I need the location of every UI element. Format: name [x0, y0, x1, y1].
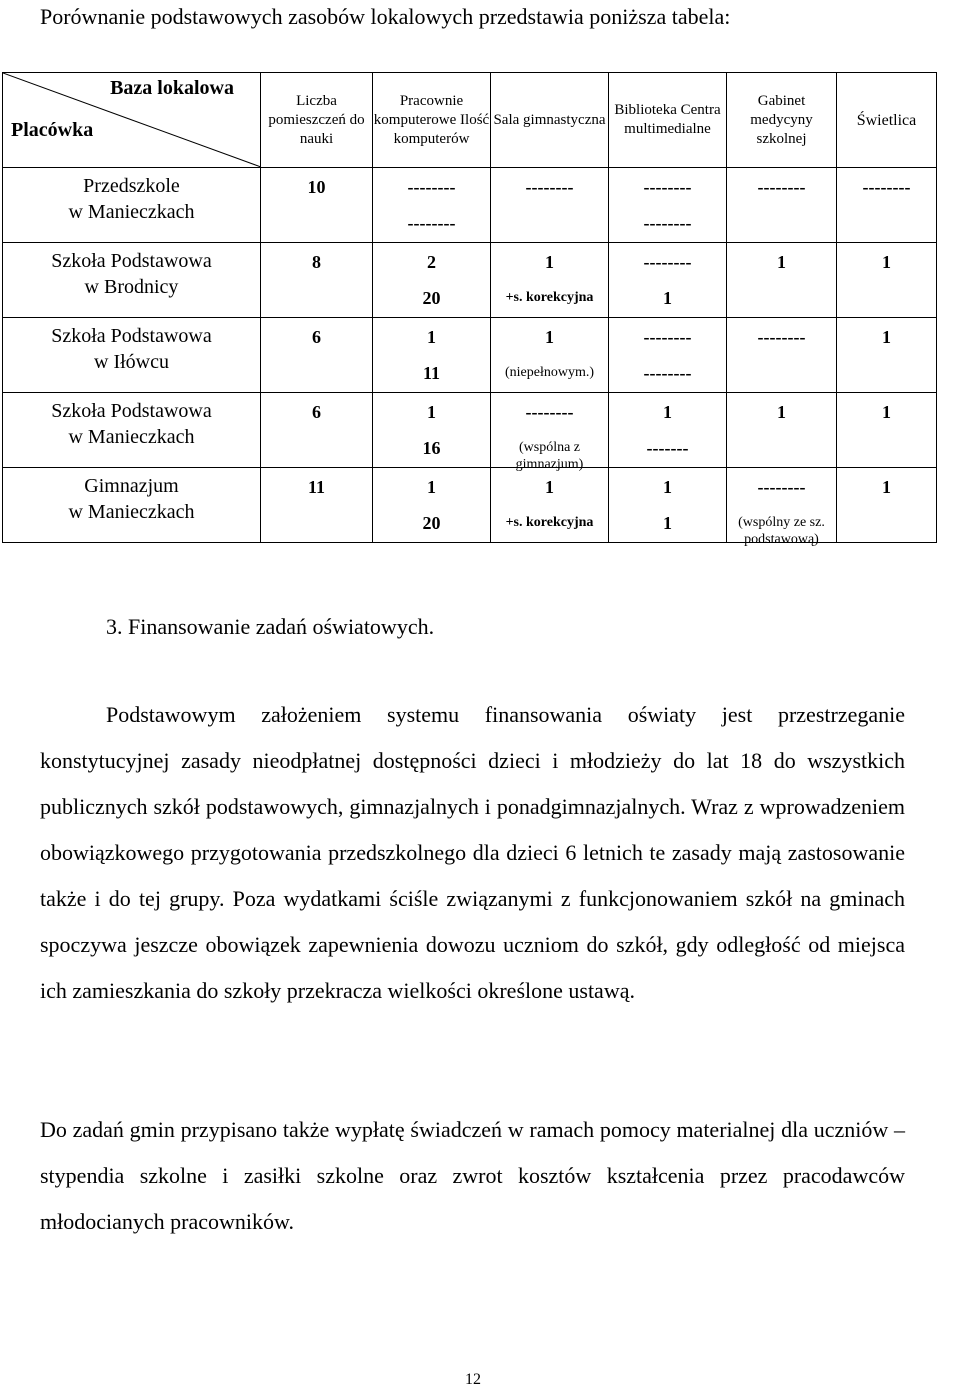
cell-value-bottom: 1: [663, 288, 672, 308]
table-body: [3, 168, 937, 547]
cell-value: 1: [882, 252, 891, 272]
cell-value-top: 2: [427, 252, 436, 272]
cell-value-bottom: --------: [643, 213, 692, 233]
c5-cell: [727, 318, 837, 393]
column-header: Pracownie komputerowe Ilość komputerów: [373, 73, 491, 168]
cell-value-top: 1: [427, 477, 436, 497]
cell-value-top: 1: [545, 327, 554, 347]
cell-value-top: 1: [427, 402, 436, 422]
intro-text: Porównanie podstawowych zasobów lokalowych przedstawia poniższa tabela:: [40, 4, 731, 29]
cell-value-bottom: (wspólna z gimnazjum): [515, 440, 584, 472]
cell-value-bottom: 16: [422, 438, 441, 458]
table-row: [3, 243, 937, 318]
table-row: [3, 318, 937, 393]
corner-header-top: Baza lokalowa: [110, 77, 234, 99]
school-name-line2: w Iłówcu: [94, 351, 169, 373]
cell-value-top: --------: [643, 177, 692, 197]
c5-cell: [727, 393, 837, 468]
page-number: 12: [465, 1371, 481, 1388]
cell-value-top: 1: [663, 402, 672, 422]
cell-value-bottom: 11: [422, 363, 440, 383]
c4-cell: [609, 243, 727, 318]
corner-header-bottom: Placówka: [11, 119, 94, 141]
school-name-line1: Szkoła Podstawowa: [51, 400, 212, 422]
common-room-cell: [837, 318, 937, 393]
cell-value-top: 1: [545, 477, 554, 497]
cell-value-bottom: --------: [643, 363, 692, 383]
cell-value-top: --------: [643, 327, 692, 347]
school-name-line1: Szkoła Podstawowa: [51, 325, 212, 347]
school-name-cell: [3, 468, 261, 543]
c2-cell: [373, 243, 491, 318]
rooms-count-cell: [261, 318, 373, 393]
cell-value-bottom: 20: [422, 513, 441, 533]
table-row: [3, 468, 937, 543]
cell-value-top: 1: [427, 327, 436, 347]
cell-value-bottom: 1: [663, 513, 672, 533]
common-room-cell: [837, 168, 937, 243]
school-name-line1: Przedszkole: [83, 175, 180, 197]
c4-cell: [609, 468, 727, 543]
cell-value: 1: [882, 477, 891, 497]
cell-value: 6: [312, 327, 321, 347]
c2-cell: [373, 318, 491, 393]
rooms-count-cell: [261, 393, 373, 468]
section-title: 3. Finansowanie zadań oświatowych.: [106, 614, 435, 639]
body-paragraph: Do zadań gmin przypisano także wypłatę świadczeń w ramach pomocy materialnej dla uczniów – stypendia szkolne i zasiłki szkolne oraz zwrot kosztów kształcenia przez pracodawców młodocianych pracowników.: [40, 1117, 905, 1234]
c2-cell: [373, 468, 491, 543]
c3-cell: [491, 243, 609, 318]
cell-value-top: --------: [757, 477, 806, 497]
school-name-line2: w Manieczkach: [68, 201, 195, 223]
c3-cell: [491, 318, 609, 393]
cell-value-top: --------: [407, 177, 456, 197]
c4-cell: [609, 168, 727, 243]
cell-value-bottom: +s. korekcyjna: [505, 290, 594, 305]
c3-cell: [491, 468, 609, 543]
c3-cell: [491, 393, 609, 472]
column-header: Świetlica: [837, 73, 937, 168]
column-header: Gabinet medycyny szkolnej: [727, 73, 837, 168]
corner-header-cell: [3, 73, 261, 168]
c5-cell: [727, 168, 837, 243]
cell-value-top: --------: [757, 327, 806, 347]
cell-value: 11: [307, 477, 325, 497]
cell-value: --------: [862, 177, 911, 197]
resources-table: [2, 72, 937, 547]
cell-value-bottom: +s. korekcyjna: [505, 515, 594, 530]
cell-value-top: 1: [545, 252, 554, 272]
cell-value: 1: [882, 402, 891, 422]
cell-value: 8: [312, 252, 321, 272]
common-room-cell: [837, 393, 937, 468]
school-name-cell: [3, 243, 261, 318]
school-name-line1: Gimnazjum: [84, 475, 179, 497]
cell-value-bottom: (wspólny ze sz. podstawową): [738, 515, 825, 547]
school-name-line2: w Manieczkach: [68, 501, 195, 523]
body-paragraph: Podstawowym założeniem systemu finansowania oświaty jest przestrzeganie konstytucyjnej zasady nieodpłatnej dostępności dzieci i młodzieży do lat 18 do wszystkich publicznych szkół podstawowych, gimnazjalnych i ponadgimnazjalnych. Wraz z wprowadzeniem obowiązkowego przygotowania przedszkolnego dla dzieci 6 letnich te zasady mają zastosowanie także i do tej grupy. Poza wydatkami ściśle związanymi z funkcjonowaniem szkół na gminach spoczywa jeszcze obowiązek zapewnienia dowozu uczniom do szkół, gdy odległość od miejsca ich zamieszkania do szkoły przekracza wielkości określone ustawą.: [40, 702, 905, 1003]
c2-cell: [373, 168, 491, 243]
cell-value-bottom: (niepełnowym.): [504, 365, 595, 380]
column-header: Biblioteka Centra multimedialne: [609, 73, 727, 168]
c3-cell: [491, 168, 609, 243]
table-row: [3, 168, 937, 243]
cell-value: 6: [312, 402, 321, 422]
school-name-cell: [3, 168, 261, 243]
school-name-line2: w Brodnicy: [84, 276, 179, 298]
cell-value: 10: [307, 177, 326, 197]
cell-value-top: --------: [757, 177, 806, 197]
cell-value-top: --------: [643, 252, 692, 272]
table-row: [3, 393, 937, 468]
school-name-line2: w Manieczkach: [68, 426, 195, 448]
c4-cell: [609, 318, 727, 393]
c5-cell: [727, 468, 837, 547]
school-name-cell: [3, 393, 261, 468]
school-name-line1: Szkoła Podstawowa: [51, 250, 212, 272]
common-room-cell: [837, 243, 937, 318]
cell-value-bottom: 20: [422, 288, 441, 308]
c5-cell: [727, 243, 837, 318]
cell-value: 1: [882, 327, 891, 347]
cell-value-top: --------: [525, 402, 574, 422]
common-room-cell: [837, 468, 937, 543]
column-header: Liczba pomieszczeń do nauki: [261, 73, 373, 168]
column-header: Sala gimnastyczna: [491, 73, 609, 168]
school-name-cell: [3, 318, 261, 393]
c4-cell: [609, 393, 727, 468]
cell-value-top: --------: [525, 177, 574, 197]
rooms-count-cell: [261, 243, 373, 318]
c2-cell: [373, 393, 491, 468]
rooms-count-cell: [261, 468, 373, 543]
cell-value-top: 1: [777, 402, 786, 422]
table-header-row: [3, 73, 937, 168]
cell-value-top: 1: [663, 477, 672, 497]
cell-value-bottom: --------: [407, 213, 456, 233]
rooms-count-cell: [261, 168, 373, 243]
cell-value-bottom: -------: [646, 438, 689, 458]
cell-value-top: 1: [777, 252, 786, 272]
